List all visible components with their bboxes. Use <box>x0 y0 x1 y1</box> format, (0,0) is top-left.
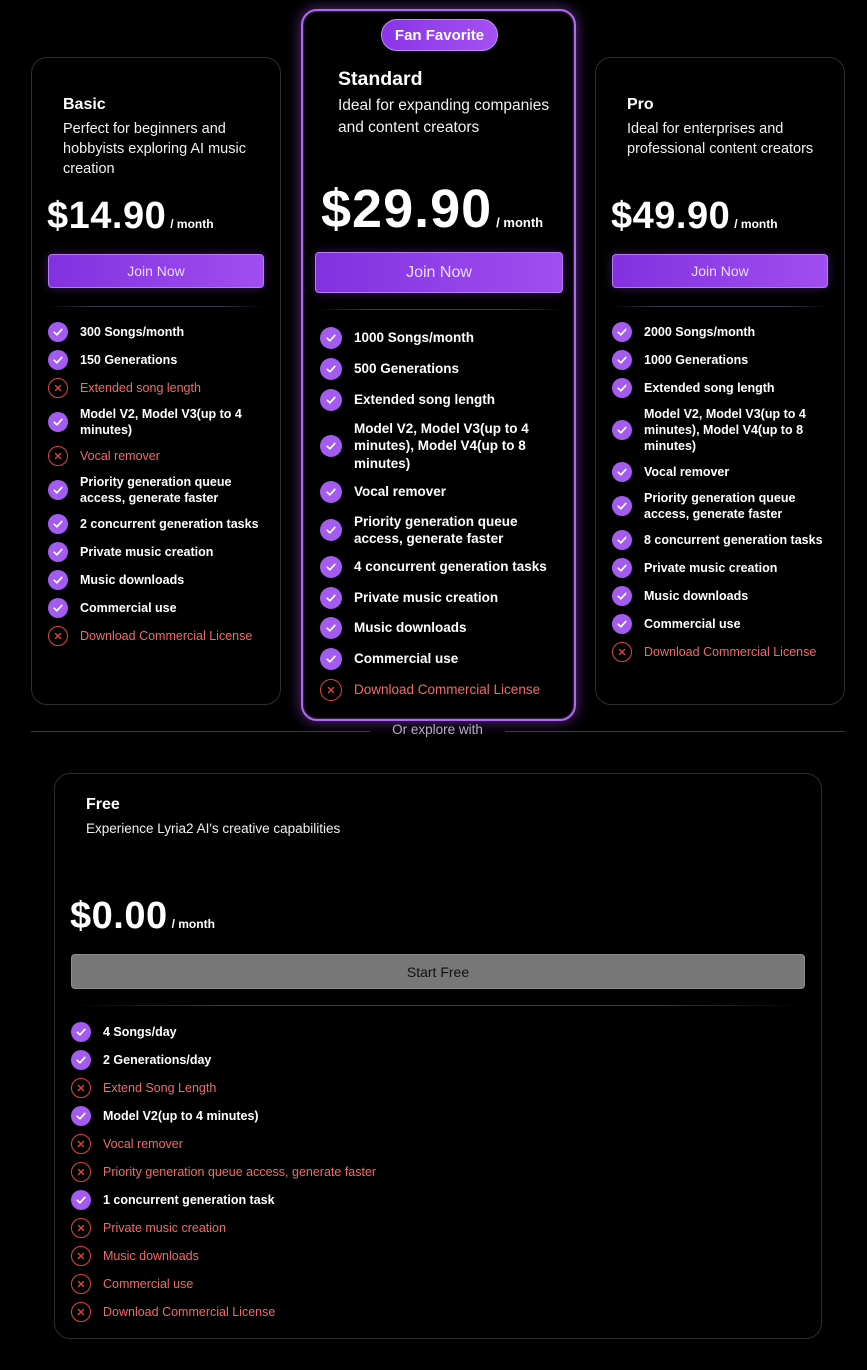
feature-text: 2 Generations/day <box>103 1053 212 1067</box>
feature-text: Download Commercial License <box>354 682 541 698</box>
check-icon <box>320 481 342 503</box>
plan-card-free <box>54 773 822 1339</box>
feature-text: Download Commercial License <box>644 645 817 659</box>
check-icon <box>320 389 342 411</box>
feature-text: Private music creation <box>644 561 778 575</box>
feature-text: 1000 Songs/month <box>354 330 475 346</box>
price-amount: $29.90 <box>321 179 493 239</box>
check-icon <box>612 378 632 398</box>
feature-text: Download Commercial License <box>80 629 253 643</box>
price-amount: $14.90 <box>47 195 167 237</box>
feature-text: 300 Songs/month <box>80 325 185 339</box>
feature-text: 4 concurrent generation tasks <box>354 559 547 575</box>
plan-price <box>70 895 215 938</box>
feature-text: Extend Song Length <box>103 1081 217 1095</box>
feature-text: Vocal remover <box>103 1137 183 1151</box>
feature-item <box>71 1284 703 1340</box>
feature-text: Music downloads <box>103 1249 199 1263</box>
feature-text: 2000 Songs/month <box>644 325 756 339</box>
feature-item <box>48 608 270 664</box>
plan-description: Ideal for enterprises and professional content creators <box>627 121 814 157</box>
feature-item <box>612 624 829 680</box>
join-now-button[interactable]: Join Now <box>315 252 563 293</box>
plan-price <box>321 178 543 240</box>
feature-text: 150 Generations <box>80 353 178 367</box>
feature-text: Private music creation <box>354 590 499 606</box>
feature-text: 1 concurrent generation task <box>103 1193 275 1207</box>
feature-text: Model V2, Model V3(up to 4 minutes), Model V4(up to 8 minutes) <box>354 420 529 471</box>
feature-text: Model V2, Model V3(up to 4 minutes) <box>80 407 242 437</box>
price-period: / month <box>734 217 778 231</box>
feature-text: 4 Songs/day <box>103 1025 177 1039</box>
plan-description: Perfect for beginners and hobbyists exploring AI music creation <box>63 121 246 177</box>
feature-text: Extended song length <box>354 392 496 408</box>
feature-text: Model V2(up to 4 minutes) <box>103 1109 259 1123</box>
explore-divider-text: Or explore with <box>392 722 483 737</box>
plan-description: Experience Lyria2 AI's creative capabilities <box>86 821 341 836</box>
feature-text: Download Commercial License <box>103 1305 276 1319</box>
fan-favorite-badge: Fan Favorite <box>381 19 498 51</box>
feature-text: Commercial use <box>644 617 741 631</box>
plan-name: Free <box>86 796 120 813</box>
plan-card-basic <box>31 57 281 705</box>
feature-text: 1000 Generations <box>644 353 749 367</box>
divider-left <box>31 731 370 732</box>
feature-text: Music downloads <box>354 620 467 636</box>
cross-icon <box>320 679 342 701</box>
feature-text: Priority generation queue access, generate faster <box>644 491 796 521</box>
feature-text: Extended song length <box>644 381 775 395</box>
feature-text: Vocal remover <box>644 465 730 479</box>
feature-text: Priority generation queue access, generate faster <box>103 1165 377 1179</box>
feature-text: Music downloads <box>644 589 749 603</box>
feature-item <box>320 662 554 718</box>
feature-text: Priority generation queue access, generate faster <box>80 475 232 505</box>
check-icon <box>320 519 342 541</box>
plan-name: Basic <box>63 96 106 113</box>
feature-text: Music downloads <box>80 573 185 587</box>
feature-text: Vocal remover <box>354 484 447 500</box>
price-amount: $0.00 <box>70 895 168 937</box>
price-period: / month <box>496 215 544 230</box>
plan-description: Ideal for expanding companies and content creators <box>338 97 550 136</box>
divider-right <box>505 731 845 732</box>
feature-text: Private music creation <box>80 545 214 559</box>
price-period: / month <box>170 217 214 231</box>
cross-icon <box>48 626 68 646</box>
price-period: / month <box>171 917 215 931</box>
feature-text: Priority generation queue access, generate faster <box>354 513 518 546</box>
join-now-button[interactable]: Join Now <box>612 254 828 288</box>
check-icon <box>612 420 632 440</box>
check-icon <box>320 435 342 457</box>
price-amount: $49.90 <box>611 195 731 237</box>
feature-text: 8 concurrent generation tasks <box>644 533 823 547</box>
feature-text: Commercial use <box>354 651 459 667</box>
feature-text: Vocal remover <box>80 449 160 463</box>
plan-price <box>611 195 778 238</box>
cross-icon <box>612 642 632 662</box>
plan-card-pro <box>595 57 845 705</box>
plan-card-standard <box>301 9 576 721</box>
feature-text: Extended song length <box>80 381 201 395</box>
feature-text: Commercial use <box>103 1277 194 1291</box>
start-free-button[interactable]: Start Free <box>71 954 805 989</box>
feature-text: 500 Generations <box>354 361 460 377</box>
plan-name: Standard <box>338 68 423 90</box>
feature-text: Private music creation <box>103 1221 226 1235</box>
feature-text: Model V2, Model V3(up to 4 minutes), Model V4(up to 8 minutes) <box>644 407 806 453</box>
cross-icon <box>71 1302 91 1322</box>
plan-price <box>47 195 214 238</box>
join-now-button[interactable]: Join Now <box>48 254 264 288</box>
plan-name: Pro <box>627 96 654 113</box>
feature-text: Commercial use <box>80 601 177 615</box>
feature-text: 2 concurrent generation tasks <box>80 517 259 531</box>
